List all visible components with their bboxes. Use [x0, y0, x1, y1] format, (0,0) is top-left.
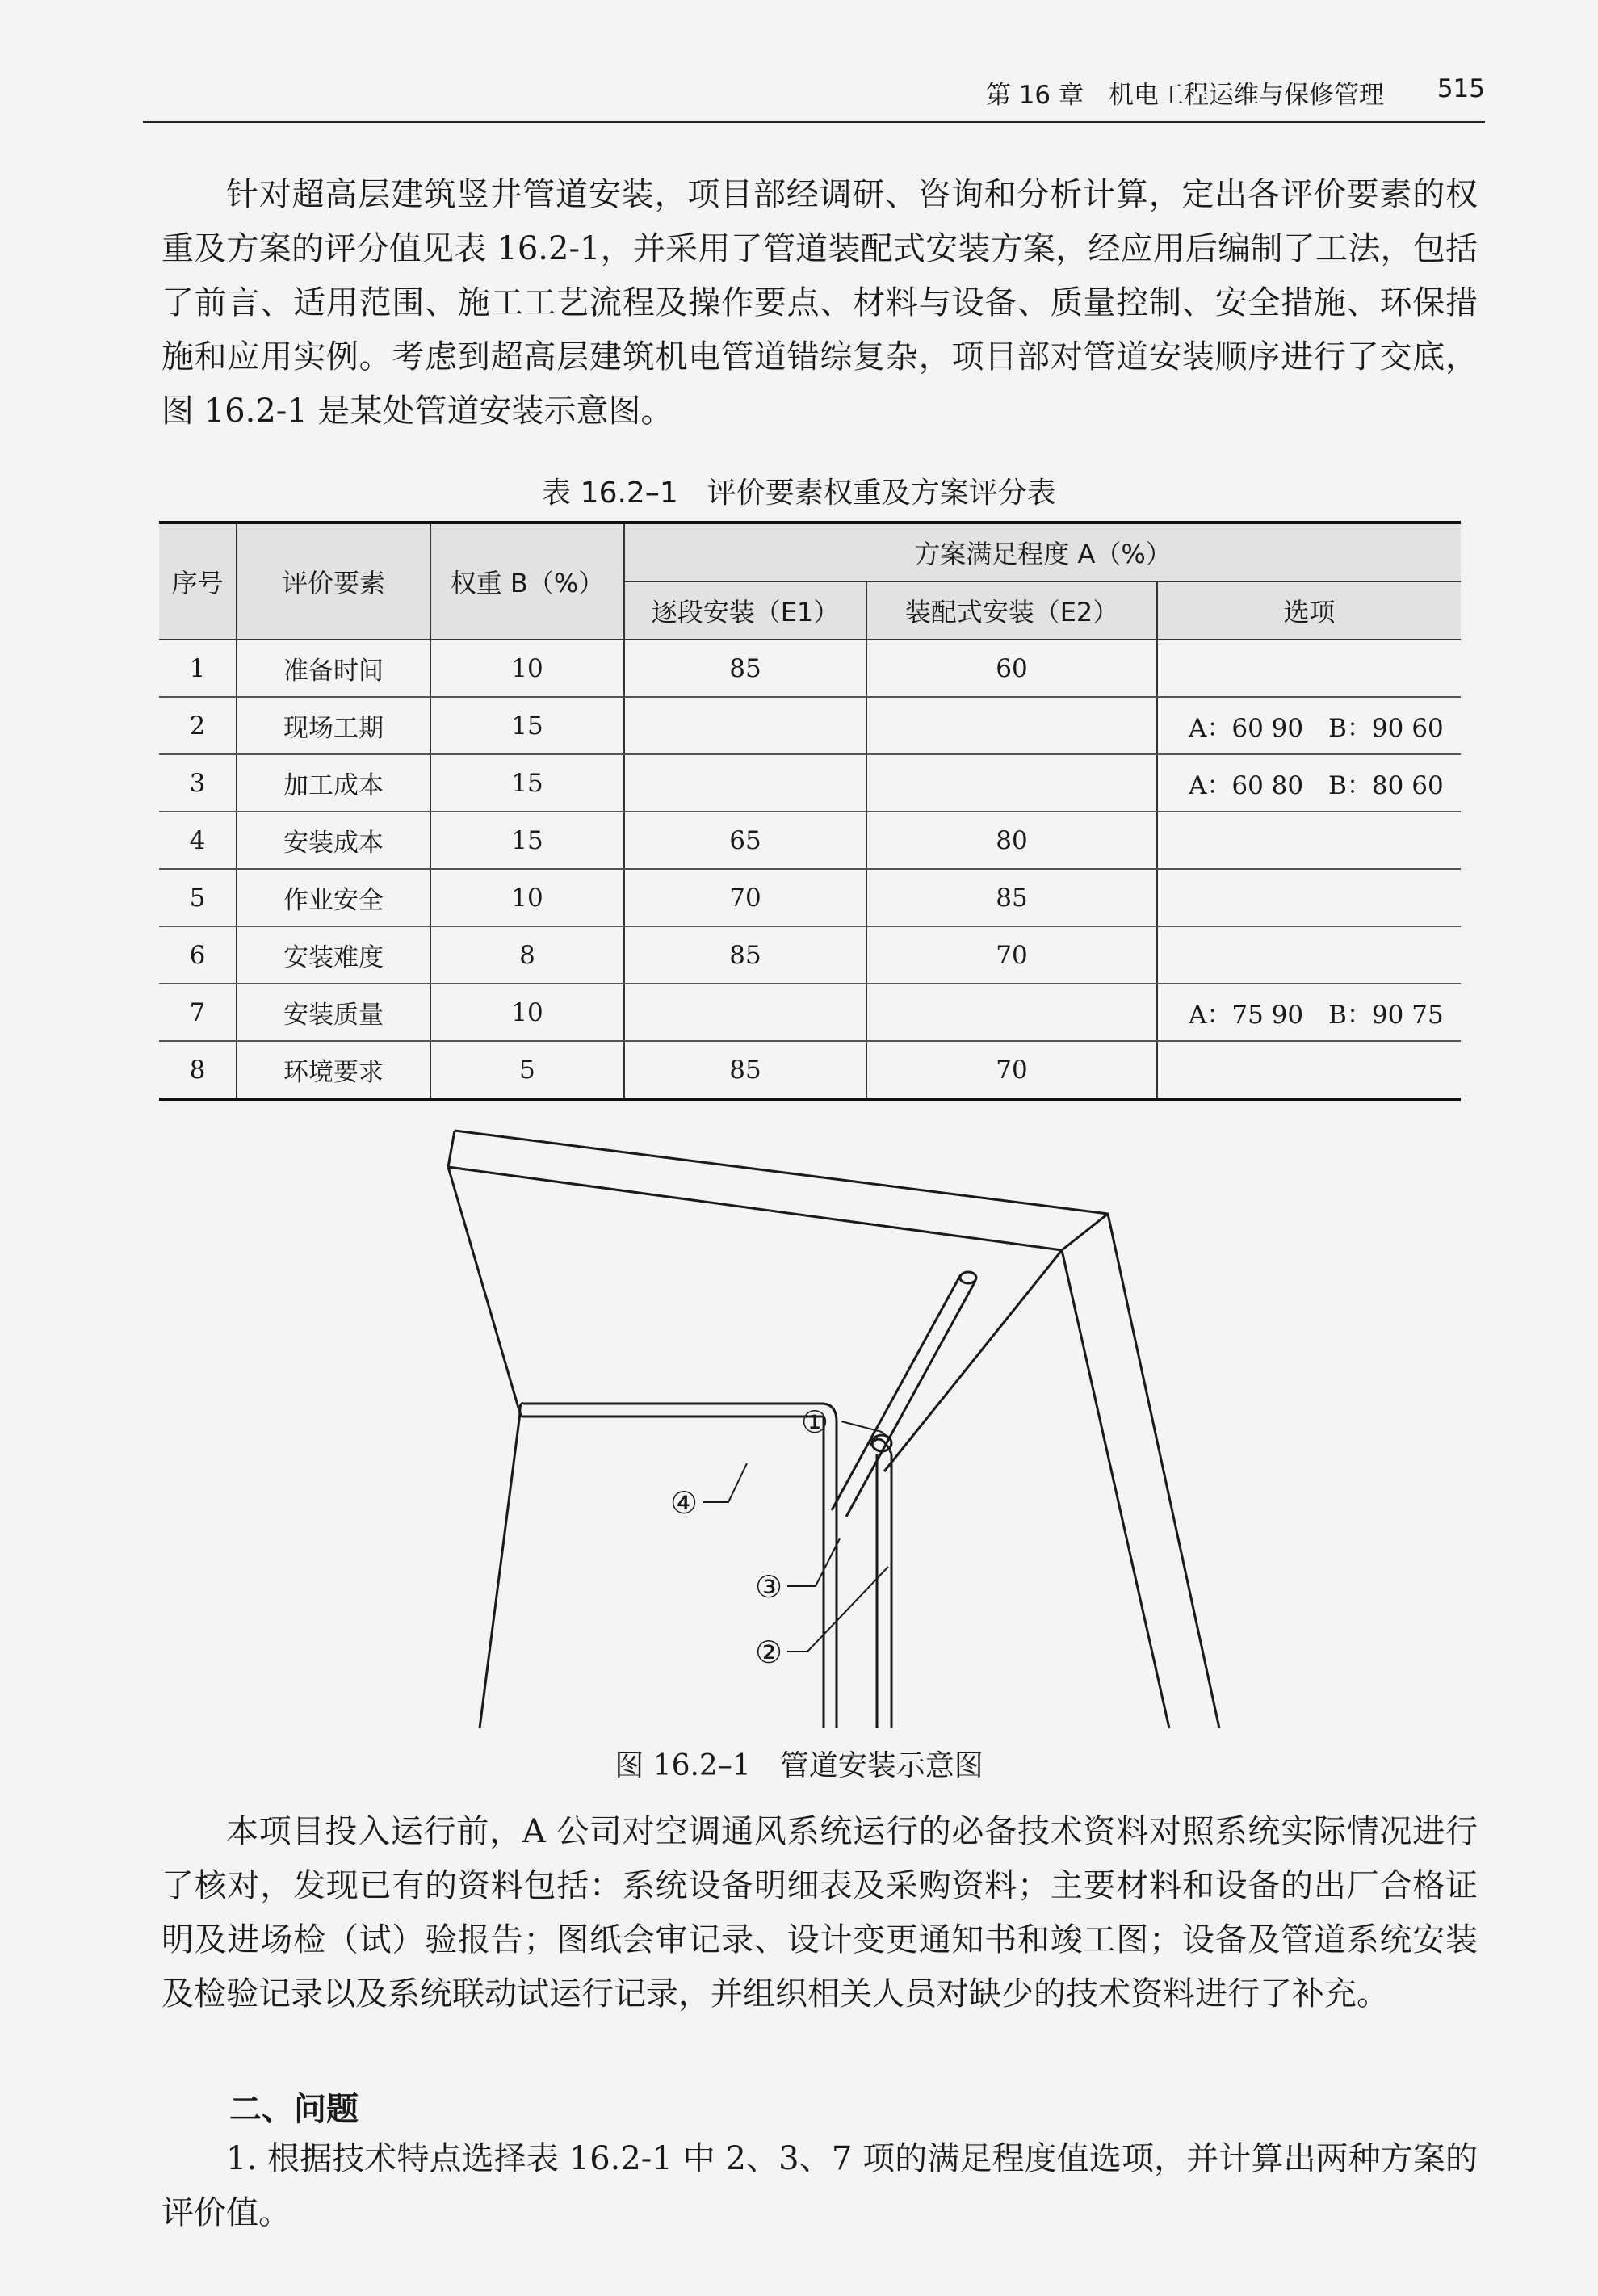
cell-e2: 70: [866, 1041, 1157, 1099]
figure-caption: 图 16.2–1 管道安装示意图: [614, 1749, 984, 1782]
table-row: [159, 812, 1461, 869]
cell-e2: 85: [866, 869, 1157, 926]
pipe-3: [824, 1417, 837, 1728]
cell-option: [1157, 869, 1461, 926]
cell-index: 8: [159, 1041, 237, 1099]
leader-4: [703, 1463, 747, 1502]
cell-weight: 10: [430, 869, 624, 926]
cell-e2: [866, 984, 1157, 1041]
cell-e1: 85: [624, 926, 866, 984]
cell-index: 7: [159, 984, 237, 1041]
cell-index: 4: [159, 812, 237, 869]
pipe-label-3: ③: [755, 1569, 783, 1605]
cell-factor: 加工成本: [237, 754, 430, 812]
table-row: [159, 926, 1461, 984]
cell-e1: [624, 984, 866, 1041]
ceiling-right-corner: [1062, 1214, 1108, 1250]
cell-e1: [624, 697, 866, 754]
header-e2: 装配式安装（E2）: [866, 581, 1157, 640]
header-satisfaction-group: 方案满足程度 A（%）: [624, 523, 1461, 581]
cell-option: A：60 90 B：90 60: [1157, 697, 1461, 754]
cell-e1: 70: [624, 869, 866, 926]
cell-option: [1157, 926, 1461, 984]
cell-weight: 10: [430, 640, 624, 697]
cell-factor: 作业安全: [237, 869, 430, 926]
table-row: [159, 640, 1461, 697]
cell-index: 3: [159, 754, 237, 812]
cell-index: 6: [159, 926, 237, 984]
cell-index: 5: [159, 869, 237, 926]
cell-weight: 5: [430, 1041, 624, 1099]
header-index: 序号: [159, 523, 237, 640]
table-row: [159, 697, 1461, 754]
page-header: [143, 68, 1485, 123]
leader-3: [787, 1538, 840, 1586]
header-option: 选项: [1157, 581, 1461, 640]
evaluation-table: [159, 521, 1461, 1101]
table-row: [159, 754, 1461, 812]
pipe-4-end: [520, 1404, 523, 1417]
cell-factor: 准备时间: [237, 640, 430, 697]
cell-e2: 60: [866, 640, 1157, 697]
cell-factor: 现场工期: [237, 697, 430, 754]
wall-inner-outline: [448, 1167, 520, 1728]
pipe-1-end: [960, 1272, 976, 1283]
cell-weight: 15: [430, 697, 624, 754]
ceiling-corner-edge: [448, 1131, 455, 1167]
question-1: 1. 根据技术特点选择表 16.2-1 中 2、3、7 项的满足程度值选项，并计算出两种方案的评价值。: [161, 2140, 1478, 2231]
cell-index: 2: [159, 697, 237, 754]
cell-weight: 10: [430, 984, 624, 1041]
pipe-installation-diagram: [0, 1123, 1598, 1736]
table-row: [159, 1041, 1461, 1099]
table-row: [159, 869, 1461, 926]
cell-e1: 65: [624, 812, 866, 869]
cell-e1: 85: [624, 1041, 866, 1099]
cell-weight: 8: [430, 926, 624, 984]
header-factor: 评价要素: [237, 523, 430, 640]
cell-e2: [866, 697, 1157, 754]
cell-weight: 15: [430, 754, 624, 812]
pipe-label-2: ②: [755, 1635, 783, 1670]
cell-option: [1157, 640, 1461, 697]
pipe-label-1: ①: [801, 1404, 829, 1440]
cell-e1: [624, 754, 866, 812]
intro-paragraph: 针对超高层建筑竖井管道安装，项目部经调研、咨询和分析计算，定出各评价要素的权重及方案的评分值见表 16.2-1，并采用了管道装配式安装方案，经应用后编制了工法，包括了前言、适用范围、施工工艺流程及操作要点、材料与设备、质量控制、安全措施、环保措施和应用实例。考虑到超高层建筑机电管道错综复杂，项目部对管道安装顺序进行了交底，图 16.2-1 是某处管道安装示意图。: [161, 176, 1478, 430]
cell-e2: 70: [866, 926, 1157, 984]
chapter-title: 第 16 章 机电工程运维与保修管理: [985, 81, 1384, 110]
header-e1: 逐段安装（E1）: [624, 581, 866, 640]
cell-option: [1157, 812, 1461, 869]
pipe-4: [522, 1404, 824, 1417]
cell-factor: 安装成本: [237, 812, 430, 869]
cell-factor: 安装难度: [237, 926, 430, 984]
header-weight: 权重 B（%）: [430, 523, 624, 640]
cell-option: A：75 90 B：90 75: [1157, 984, 1461, 1041]
cell-option: [1157, 1041, 1461, 1099]
cell-e2: 80: [866, 812, 1157, 869]
pipe-2: [877, 1454, 891, 1728]
table-row: [159, 984, 1461, 1041]
pipe-2-top: [872, 1435, 891, 1451]
page-number: 515: [1437, 74, 1485, 103]
cell-option: A：60 80 B：80 60: [1157, 754, 1461, 812]
cell-factor: 环境要求: [237, 1041, 430, 1099]
pipe-label-4: ④: [670, 1485, 698, 1521]
cell-e1: 85: [624, 640, 866, 697]
cell-factor: 安装质量: [237, 984, 430, 1041]
table-caption: 表 16.2–1 评价要素权重及方案评分表: [542, 476, 1056, 510]
cell-e2: [866, 754, 1157, 812]
pipe-1: [832, 1274, 975, 1517]
cell-index: 1: [159, 640, 237, 697]
operation-paragraph: 本项目投入运行前，A 公司对空调通风系统运行的必备技术资料对照系统实际情况进行了核对，发现已有的资料包括：系统设备明细表及采购资料；主要材料和设备的出厂合格证明及进场检（试）验报告；图纸会审记录、设计变更通知书和竣工图；设备及管道系统安装及检验记录以及系统联动试运行记录，并组织相关人员对缺少的技术资料进行了补充。: [161, 1813, 1478, 2013]
section-heading: 二、问题: [229, 2091, 359, 2128]
cell-weight: 15: [430, 812, 624, 869]
